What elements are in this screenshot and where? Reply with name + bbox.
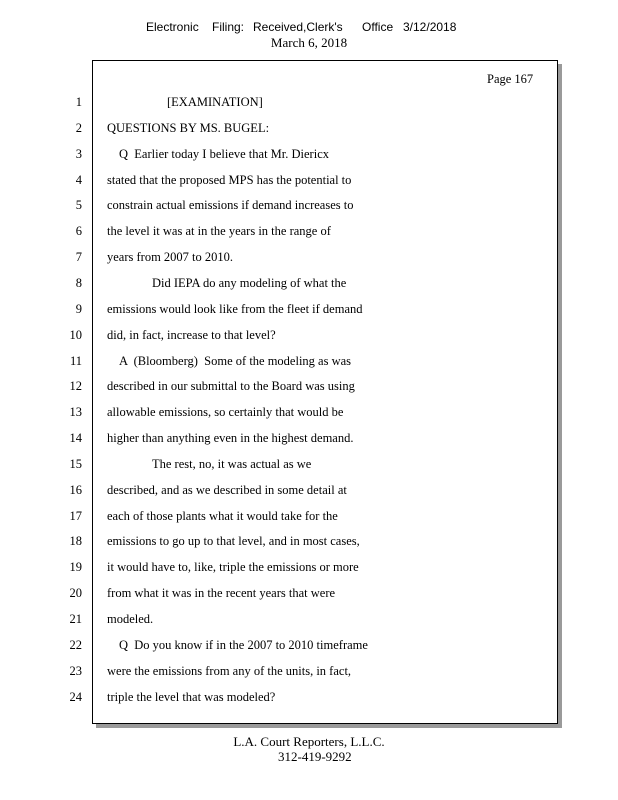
page-number: Page 167 <box>487 72 534 86</box>
transcript-line-text: each of those plants what it would take for the <box>107 509 338 523</box>
line-number: 24 <box>69 690 82 704</box>
filing-word-filing: Filing: <box>212 20 245 34</box>
line-number: 13 <box>69 405 82 419</box>
line-number: 7 <box>75 250 82 264</box>
line-number: 6 <box>75 224 82 238</box>
transcript-line-text: it would have to, like, triple the emissions or more <box>107 560 359 574</box>
hearing-date: March 6, 2018 <box>270 35 348 50</box>
line-number: 3 <box>75 147 82 161</box>
transcript-line-text: did, in fact, increase to that level? <box>107 328 276 342</box>
line-number: 15 <box>69 457 82 471</box>
line-number: 22 <box>69 638 82 652</box>
filing-word-received: Received,Clerk's <box>253 20 343 34</box>
line-number: 20 <box>69 586 82 600</box>
transcript-line-text: emissions to go up to that level, and in most cases, <box>107 534 360 548</box>
transcript-line-text: Did IEPA do any modeling of what the <box>152 276 347 290</box>
line-number: 9 <box>75 302 82 316</box>
line-number: 11 <box>69 354 82 368</box>
line-number: 1 <box>75 95 82 109</box>
transcript-line-text: Q Do you know if in the 2007 to 2010 timeframe <box>119 638 368 652</box>
transcript-line-text: stated that the proposed MPS has the potential to <box>107 173 352 187</box>
line-number: 14 <box>69 431 82 445</box>
court-reporter-phone: 312-419-9292 <box>278 749 352 764</box>
filing-word-office: Office <box>362 20 394 34</box>
line-number: 4 <box>75 173 82 187</box>
line-number: 10 <box>69 328 82 342</box>
transcript-line-text: described in our submittal to the Board was using <box>107 379 355 393</box>
line-number: 12 <box>69 379 82 393</box>
court-reporter-name: L.A. Court Reporters, L.L.C. <box>233 734 385 749</box>
transcript-line-text: triple the level that was modeled? <box>107 690 276 704</box>
transcript-line-text: from what it was in the recent years that were <box>107 586 336 600</box>
filing-word-electronic: Electronic <box>146 20 199 34</box>
line-number: 18 <box>69 534 82 548</box>
transcript-line-text: the level it was at in the years in the range of <box>107 224 331 238</box>
transcript-line-text: described, and as we described in some detail at <box>107 483 347 497</box>
transcript-line-text: modeled. <box>107 612 154 626</box>
filing-date: 3/12/2018 <box>403 20 457 34</box>
transcript-line-text: years from 2007 to 2010. <box>107 250 234 264</box>
transcript-line-text: emissions would look like from the fleet if demand <box>107 302 363 316</box>
transcript-line-text: higher than anything even in the highest demand. <box>107 431 354 445</box>
transcript-line-text: The rest, no, it was actual as we <box>152 457 312 471</box>
line-number: 17 <box>69 509 82 523</box>
transcript-line-text: [EXAMINATION] <box>167 95 263 109</box>
line-number: 16 <box>69 483 82 497</box>
transcript-line-text: QUESTIONS BY MS. BUGEL: <box>107 121 270 135</box>
line-number: 5 <box>75 198 82 212</box>
electronic-filing-stamp <box>0 20 618 36</box>
transcript-line-text: allowable emissions, so certainly that would be <box>107 405 344 419</box>
transcript-line-text: were the emissions from any of the units, in fact, <box>107 664 352 678</box>
line-number: 23 <box>69 664 82 678</box>
line-number: 2 <box>75 121 82 135</box>
transcript-line-text: constrain actual emissions if demand increases to <box>107 198 354 212</box>
line-number: 8 <box>75 276 82 290</box>
line-number: 19 <box>69 560 82 574</box>
transcript-line-text: Q Earlier today I believe that Mr. Diericx <box>119 147 329 161</box>
transcript-line-text: A (Bloomberg) Some of the modeling as was <box>119 354 352 368</box>
line-number: 21 <box>69 612 82 626</box>
